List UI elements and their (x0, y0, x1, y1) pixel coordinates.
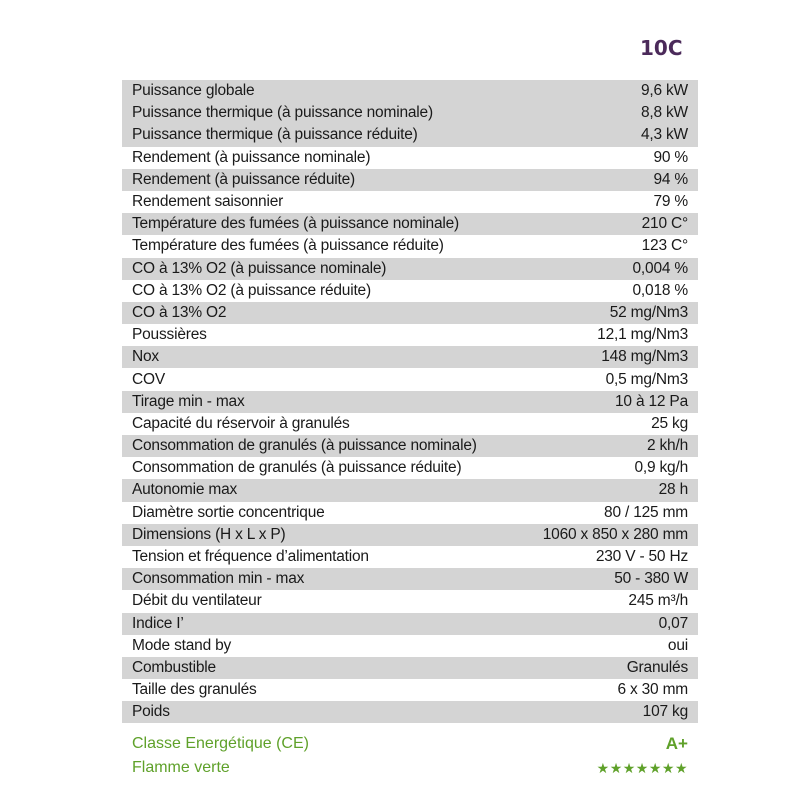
table-row (122, 324, 698, 346)
spec-value: 0,07 (658, 614, 688, 632)
spec-label: Rendement saisonnier (132, 193, 284, 211)
table-row (122, 435, 698, 457)
spec-label: Température des fumées (à puissance nominale) (132, 215, 460, 233)
table-row (122, 80, 698, 102)
energy-class-value: A+ (665, 734, 688, 753)
spec-label: Poids (132, 703, 170, 721)
table-row (122, 568, 698, 590)
spec-value: 10 à 12 Pa (615, 392, 688, 410)
table-row (122, 701, 698, 723)
star-rating-icon: ★★★★★★★ (596, 759, 688, 776)
spec-value: 79 % (653, 193, 688, 211)
table-row (122, 280, 698, 302)
spec-value: 0,5 mg/Nm3 (605, 370, 688, 388)
spec-label: Puissance thermique (à puissance nominale) (132, 104, 433, 122)
spec-value: 90 % (653, 148, 688, 166)
table-row (122, 413, 698, 435)
table-row (122, 391, 698, 413)
table-row (122, 635, 698, 657)
spec-label: Taille des granulés (132, 681, 257, 699)
table-row (122, 302, 698, 324)
spec-label: Combustible (132, 658, 216, 676)
model-title: 10C (640, 36, 683, 60)
spec-label: Nox (132, 348, 159, 366)
spec-value: 0,004 % (632, 259, 688, 277)
spec-value: 230 V - 50 Hz (595, 548, 688, 566)
table-row (122, 590, 698, 612)
spec-label: Débit du ventilateur (132, 592, 262, 610)
spec-value: 80 / 125 mm (604, 503, 688, 521)
spec-label: Indice I’ (132, 614, 184, 632)
table-row (122, 102, 698, 124)
spec-label: CO à 13% O2 (132, 303, 227, 321)
table-row (122, 191, 698, 213)
green-flame-row (122, 757, 698, 779)
spec-value: 6 x 30 mm (617, 681, 688, 699)
table-row (122, 147, 698, 169)
spec-label: CO à 13% O2 (à puissance nominale) (132, 259, 387, 277)
spec-value: 28 h (658, 481, 688, 499)
table-row (122, 258, 698, 280)
spec-label: Consommation de granulés (à puissance nominale) (132, 437, 477, 455)
spec-label: Autonomie max (132, 481, 238, 499)
energy-class-row (122, 733, 698, 755)
spec-label: Rendement (à puissance nominale) (132, 148, 371, 166)
spec-label: CO à 13% O2 (à puissance réduite) (132, 281, 371, 299)
spec-value: 9,6 kW (640, 82, 688, 100)
spec-value: 0,018 % (632, 281, 688, 299)
table-row (122, 368, 698, 390)
spec-value: 210 C° (641, 215, 688, 233)
table-row (122, 524, 698, 546)
spec-label: Température des fumées (à puissance réduite) (132, 237, 444, 255)
spec-label: Capacité du réservoir à granulés (132, 414, 350, 432)
green-flame-label: Flamme verte (132, 759, 230, 776)
spec-value: 1060 x 850 x 280 mm (542, 525, 688, 543)
spec-value: 107 kg (642, 703, 688, 721)
spec-value: 245 m³/h (628, 592, 688, 610)
spec-label: Consommation de granulés (à puissance réduite) (132, 459, 462, 477)
spec-label: Rendement (à puissance réduite) (132, 170, 355, 188)
table-row (122, 235, 698, 257)
spec-value: 50 - 380 W (614, 570, 688, 588)
spec-label: Puissance thermique (à puissance réduite) (132, 126, 418, 144)
table-row (122, 657, 698, 679)
spec-value: 25 kg (651, 414, 688, 432)
table-row (122, 613, 698, 635)
table-row (122, 169, 698, 191)
spec-value: oui (667, 636, 688, 654)
spec-label: Poussières (132, 326, 207, 344)
spec-label: Puissance globale (132, 82, 255, 100)
table-row (122, 546, 698, 568)
spec-value: 8,8 kW (640, 104, 688, 122)
spec-value: 4,3 kW (640, 126, 688, 144)
table-row (122, 479, 698, 501)
spec-label: Diamètre sortie concentrique (132, 503, 325, 521)
spec-value: 123 C° (641, 237, 688, 255)
spec-value: 0,9 kg/h (634, 459, 688, 477)
spec-value: 94 % (653, 170, 688, 188)
spec-label: Mode stand by (132, 636, 232, 654)
spec-label: Dimensions (H x L x P) (132, 525, 286, 543)
energy-class-label: Classe Energétique (CE) (132, 735, 309, 752)
spec-value: Granulés (626, 658, 688, 676)
table-row (122, 457, 698, 479)
table-row (122, 679, 698, 701)
table-row (122, 124, 698, 146)
spec-label: Consommation min - max (132, 570, 305, 588)
spec-label: Tension et fréquence d’alimentation (132, 548, 369, 566)
spec-value: 12,1 mg/Nm3 (597, 326, 688, 344)
table-row (122, 213, 698, 235)
spec-value: 52 mg/Nm3 (609, 303, 688, 321)
spec-label: COV (132, 370, 165, 388)
table-row (122, 502, 698, 524)
spec-table (122, 80, 698, 723)
spec-value: 148 mg/Nm3 (601, 348, 688, 366)
table-row (122, 346, 698, 368)
spec-label: Tirage min - max (132, 392, 245, 410)
spec-value: 2 kh/h (646, 437, 688, 455)
